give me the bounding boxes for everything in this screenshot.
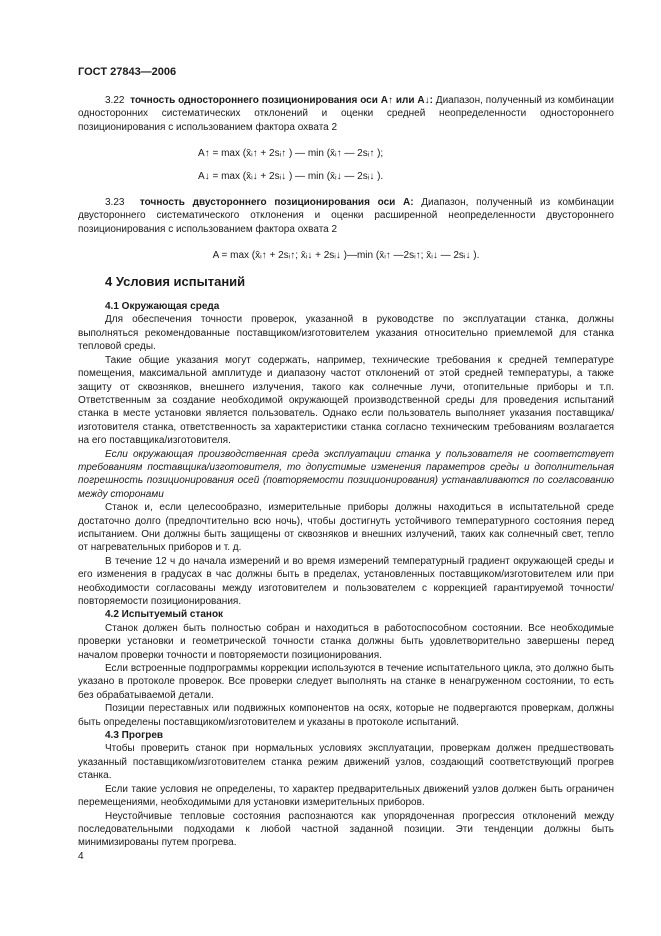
formula-a-up: A↑ = max (x̄ᵢ↑ + 2sᵢ↑ ) — min (x̄ᵢ↑ — 2sᵢ↑ );	[198, 148, 384, 160]
paragraph: Такие общие указания могут содержать, например, технические требования к средней температуре помещения, максимальной амплитуде и диапазону частот отклонений от этой средней температуры, а также защиту от сквозняков, внешнего излучения, такого как солнечные лучи, отопительные приборы и т.п. Ответственным за создание необходимой окружающей производственной среды для проведения испытаний станка в месте установки является пользователь. Однако если пользователь выполняет указания поставщика/изготовителя станка, ответственность за характеристики станка согласно техническим требованиям возлагается на его поставщика/изготовителя.	[78, 354, 614, 447]
clause-term: точность двустороннего позиционирования оси A:	[139, 197, 414, 209]
paragraph: Для обеспечения точности проверок, указанной в руководстве по эксплуатации станка, должны выполняться рекомендованные поставщиком/изготовителем указания относительно приемлемой для станка тепловой среды.	[78, 314, 614, 353]
paragraph: Если такие условия не определены, то характер предварительных движений узлов должен быть ограничен перемещениями, необходимыми для установки измерительных приборов.	[78, 783, 614, 809]
document-body	[78, 94, 614, 850]
paragraph: Неустойчивые тепловые состояния распознаются как упорядоченная прогрессия отклонений между последовательными подходами к любой частной заданной позиции. Эти тенденции должны быть минимизированы путем прогрева.	[78, 810, 614, 849]
subsection-title-4-1: 4.1 Окружающая среда	[105, 301, 220, 313]
subsection-title-4-2: 4.2 Испытуемый станок	[105, 609, 224, 621]
paragraph-italic: Если окружающая производственная среда эксплуатации станка у пользователя не соответствует требованиям поставщика/изготовителя, то допустимые изменения параметров среды и дополнительная погрешность позиционирования осей (повторяемости позиционирования) устанавливаются по согласованию между сторонами	[78, 448, 614, 500]
paragraph: В течение 12 ч до начала измерений и во время измерений температурный градиент окружающей среды и его изменения в градусах в час должны быть в пределах, установленных поставщиком/изготовителем или при необходимости согласованы между изготовителем и пользователем с коррекцией гарантируемой точности/повторяемости позиционирования.	[78, 555, 614, 607]
clause-text: Диапазон, полученный из комбинации двустороннего систематического отклонения и оценки расширенной неопределенности двустороннего позиционирования с использованием фактора охвата 2	[78, 197, 614, 235]
paragraph: Чтобы проверить станок при нормальных условиях эксплуатации, проверкам должен предшествовать указанный поставщиком/изготовителем станка режим движений узлов, создающий соответствующий прогрев станка.	[78, 743, 614, 782]
formula-a-down: A↓ = max (x̄ᵢ↓ + 2sᵢ↓ ) — min (x̄ᵢ↓ — 2sᵢ↓ ).	[198, 170, 384, 182]
document-header: ГОСТ 27843—2006	[78, 66, 177, 78]
paragraph: Если встроенные подпрограммы коррекции используются в течение испытательного цикла, это должно быть указано в протоколе проверок. Все проверки следует выполнять на станке в ненагруженном состоянии, то есть без обрабатываемой детали.	[78, 663, 614, 701]
clause-3-22	[78, 94, 614, 134]
paragraph: Позиции переставных или подвижных компонентов на осях, которые не подвергаются проверкам, должны быть определены поставщиком/изготовителем и указаны в протоколе испытаний.	[78, 703, 614, 728]
formula-a-bidirectional: A = max (x̄ᵢ↑ + 2sᵢ↑; x̄ᵢ↓ + 2sᵢ↓ )—min (x̄ᵢ↑ —2sᵢ↑; x̄ᵢ↓ — 2sᵢ↓ ).	[212, 250, 480, 262]
clause-3-23	[78, 196, 614, 236]
paragraph: Станок и, если целесообразно, измерительные приборы должны находиться в испытательной среде достаточно долго (предпочтительно всю ночь), чтобы достигнуть устойчивого температурного состояния перед испытанием. Они должны быть защищены от сквозняков и внешних излучений, таких как солнечный свет, тепло от нагревательных приборов и т. д.	[78, 502, 614, 554]
section-title: 4 Условия испытаний	[105, 273, 246, 289]
paragraph: Станок должен быть полностью собран и находиться в работоспособном состоянии. Все необходимые проверки установки и геометрической точности станка должны быть удовлетворительно завершены перед началом проверки точности и повторяемости позиционирования.	[78, 622, 614, 661]
subsection-title-4-3: 4.3 Прогрев	[105, 730, 164, 742]
clause-term: точность одностороннего позиционирования оси A↑ или A↓:	[130, 95, 433, 106]
clause-text: Диапазон, полученный из комбинации односторонних систематических отклонений и оценки средней неопределенности одностороннего позиционирования с использованием фактора охвата 2	[78, 95, 614, 133]
page-number: 4	[78, 851, 84, 862]
clause-number: 3.22	[105, 95, 125, 106]
clause-number: 3.23	[105, 197, 125, 209]
